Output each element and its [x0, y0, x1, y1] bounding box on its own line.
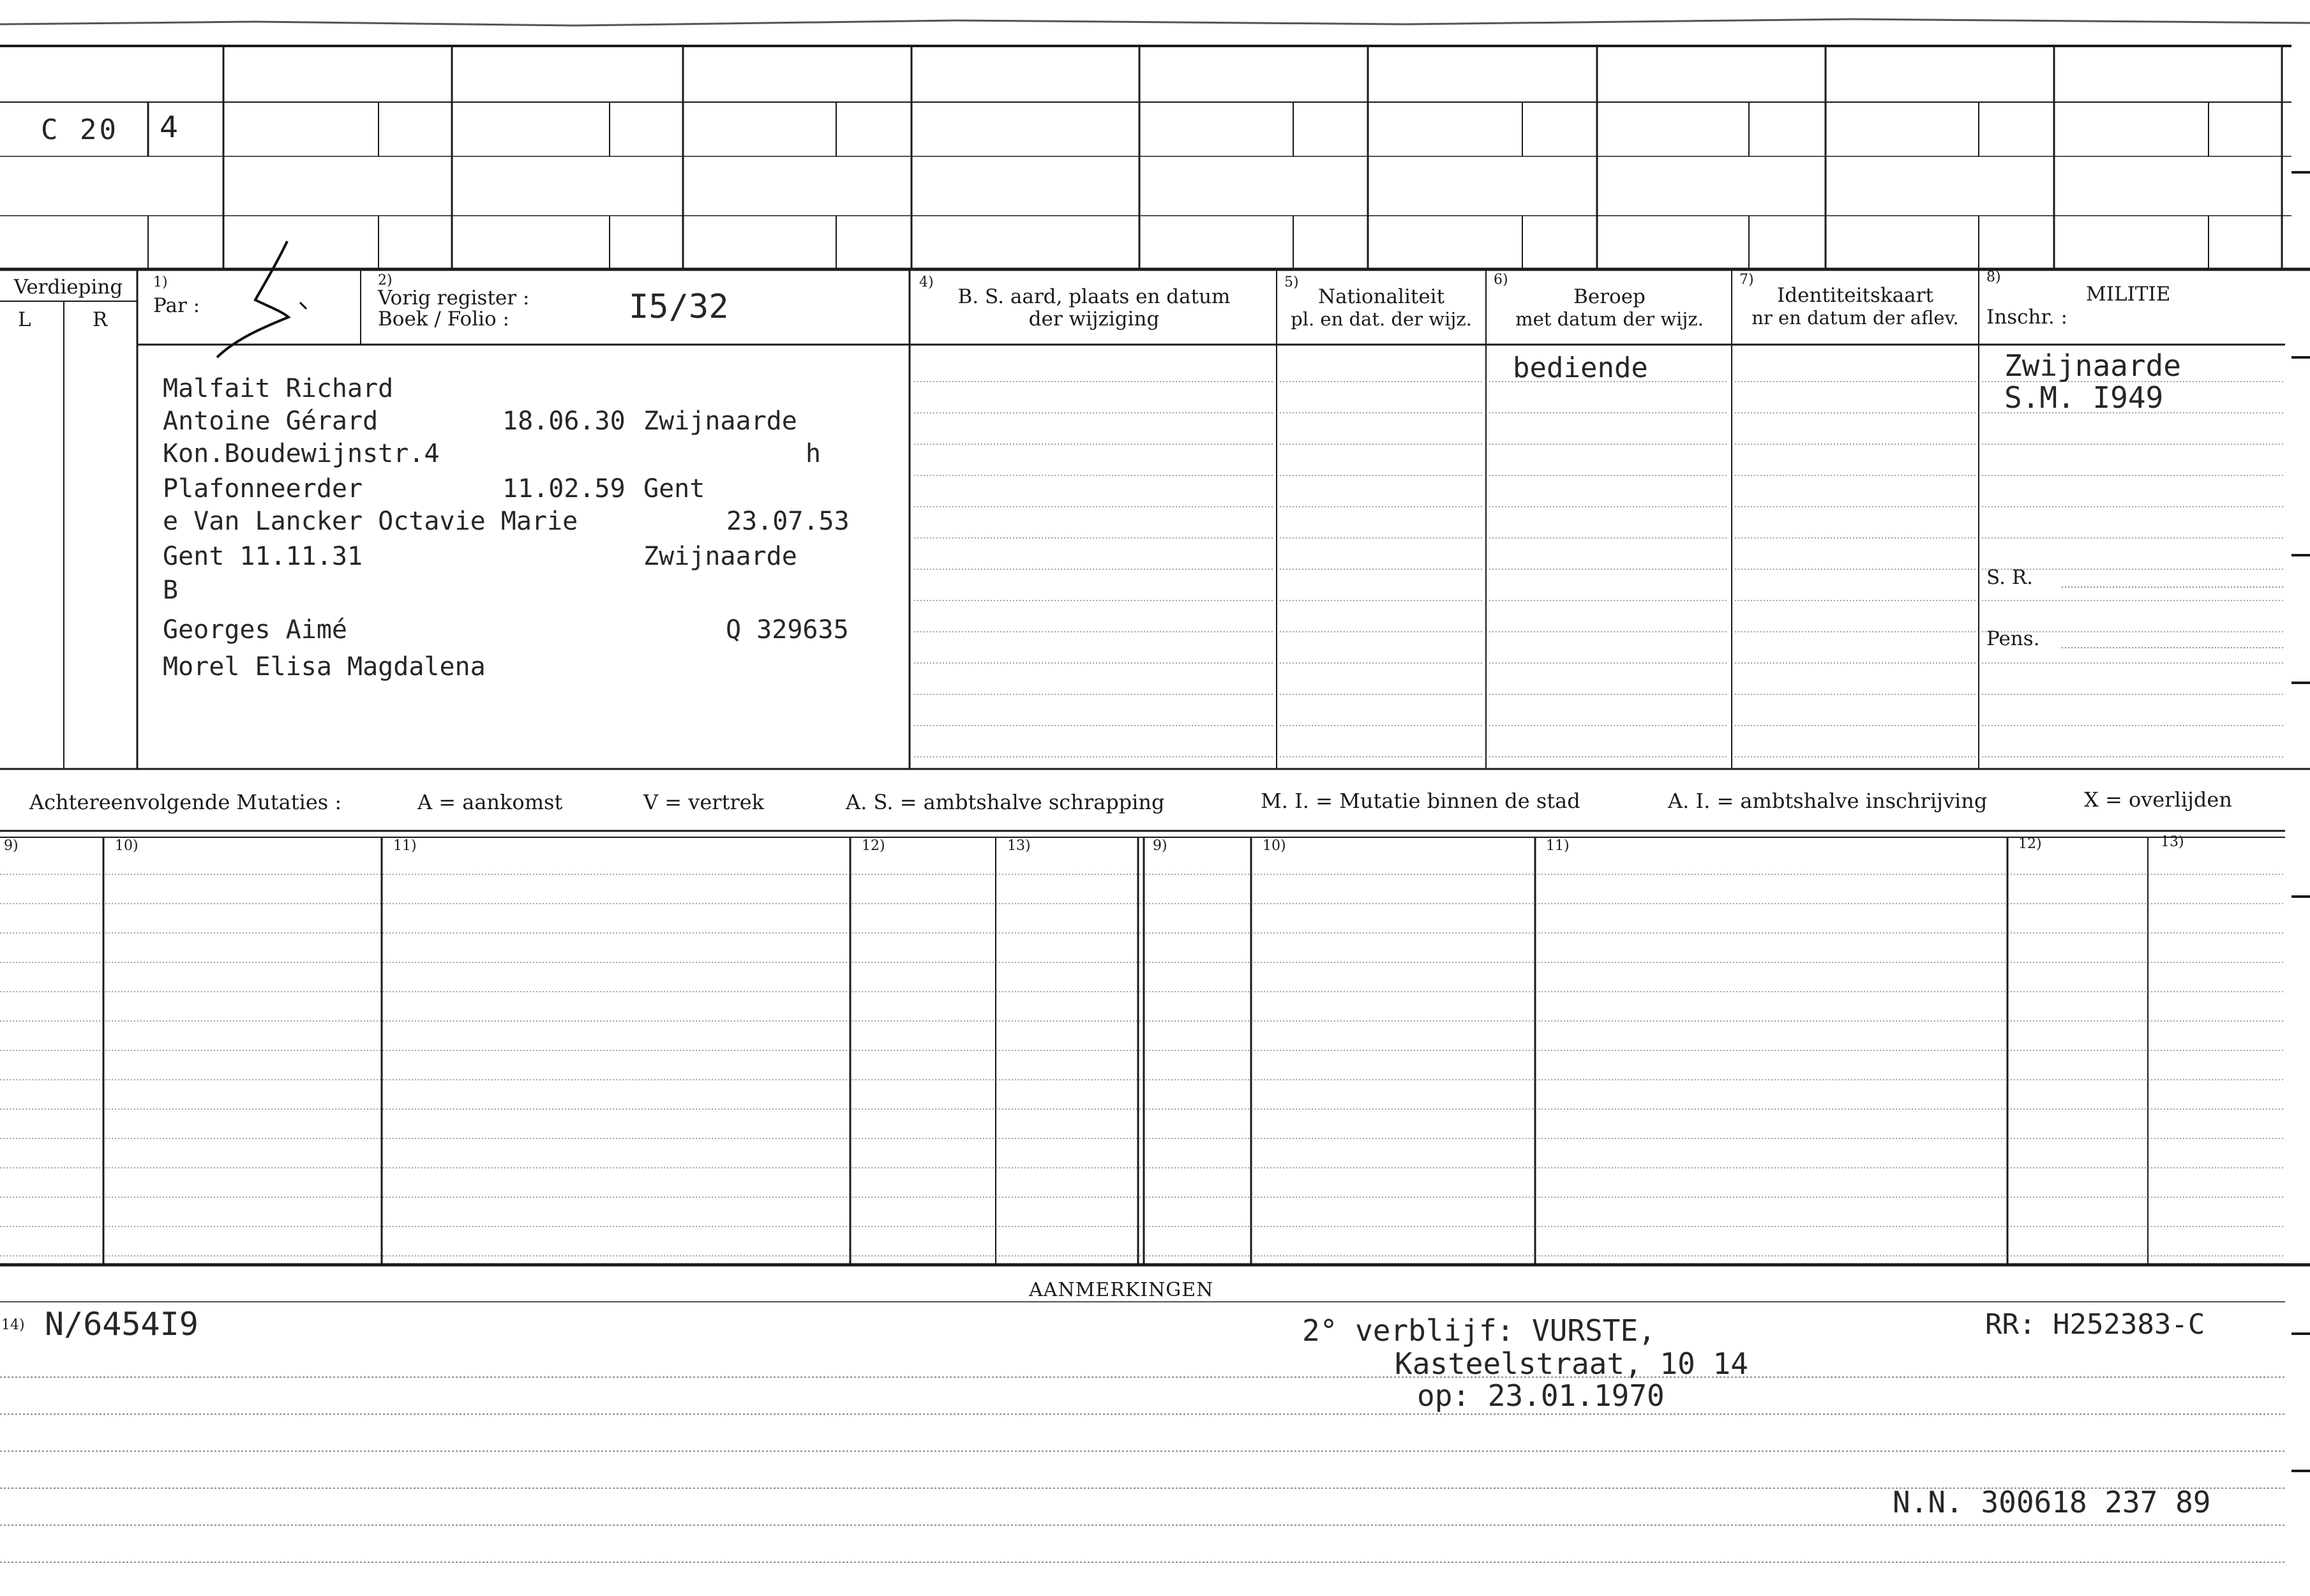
aanmerkingen-ref: N/6454I9 — [45, 1306, 199, 1343]
col-num-9a: 9) — [4, 838, 19, 854]
bs-num: 4) — [919, 274, 934, 290]
code-number: 4 — [160, 110, 179, 144]
col-num-11a: 11) — [393, 838, 417, 854]
person-line-2-c: Zwijnaarde — [643, 406, 797, 436]
militie-sr-label: S. R. — [1986, 566, 2034, 589]
nat-line1: Nationaliteit — [1317, 285, 1445, 308]
militie-num: 8) — [1986, 269, 2001, 285]
verdieping-label: Verdieping — [13, 276, 123, 299]
person-line-5-a: e Van Lancker Octavie Marie — [163, 507, 578, 536]
militie-class: S.M. I949 — [2004, 380, 2164, 415]
verblijf-line3: op: 23.01.1970 — [1417, 1378, 1665, 1413]
col-num-12a: 12) — [862, 838, 885, 854]
verdieping-l: L — [18, 308, 31, 331]
par-num: 1) — [153, 274, 168, 290]
vorig-label1: Vorig register : — [378, 287, 530, 310]
col-num-9b: 9) — [1153, 838, 1167, 854]
person-line-3-c: h — [806, 439, 821, 468]
id-line2: nr en datum der aflev. — [1751, 307, 1959, 329]
par-signature-stroke — [217, 241, 289, 357]
person-line-8-a: Georges Aimé — [163, 615, 347, 645]
vorig-value: I5/32 — [629, 288, 729, 326]
col-num-13b: 13) — [2161, 834, 2184, 850]
bs-line1: B. S. aard, plaats en datum — [957, 285, 1231, 308]
nn-number: N.N. 300618 237 89 — [1893, 1485, 2211, 1519]
person-line-4-b: 11.02.59 — [502, 474, 626, 503]
rr-number: RR: H252383-C — [1985, 1308, 2205, 1341]
militie-inschr-label: Inschr. : — [1986, 306, 2068, 329]
beroep-line2: met datum der wijz. — [1515, 308, 1704, 330]
person-line-9-a: Morel Elisa Magdalena — [163, 652, 486, 682]
aanmerkingen-title: AANMERKINGEN — [1029, 1279, 1214, 1301]
code-prefix: C 20 — [41, 114, 119, 146]
beroep-line1: Beroep — [1573, 285, 1646, 308]
verblijf-line1: 2° verblijf: VURSTE, — [1302, 1313, 1656, 1348]
person-line-8-c: Q 329635 — [726, 615, 849, 645]
person-line-7-a: B — [163, 576, 179, 605]
id-num: 7) — [1739, 272, 1754, 288]
person-line-5-c: 23.07.53 — [726, 507, 850, 536]
col-num-10b: 10) — [1263, 838, 1286, 854]
person-line-1-a: Malfait Richard — [163, 374, 394, 403]
militie-place: Zwijnaarde — [2004, 348, 2181, 383]
par-label: Par : — [153, 294, 200, 317]
vorig-label2: Boek / Folio : — [378, 308, 509, 331]
aanmerkingen-num: 14) — [1, 1317, 25, 1333]
bs-line2: der wijziging — [1028, 308, 1160, 331]
mutatie-code-mi: M. I. = Mutatie binnen de stad — [1261, 789, 1580, 813]
person-line-6-c: Zwijnaarde — [643, 542, 797, 571]
beroep-num: 6) — [1494, 272, 1508, 288]
person-line-4-c: Gent — [643, 474, 705, 503]
militie-pens-label: Pens. — [1986, 627, 2040, 650]
col-num-10a: 10) — [115, 838, 139, 854]
militie-title: MILITIE — [2086, 283, 2171, 306]
verblijf-line2: Kasteelstraat, 10 14 — [1395, 1346, 1748, 1381]
person-line-4-a: Plafonneerder — [163, 474, 363, 503]
nat-num: 5) — [1284, 274, 1299, 290]
col-num-11b: 11) — [1546, 838, 1570, 854]
mutaties-label: Achtereenvolgende Mutaties : — [29, 790, 342, 814]
vorig-num: 2) — [378, 272, 393, 288]
col-num-13a: 13) — [1007, 838, 1031, 854]
mutatie-code-a: A = aankomst — [417, 790, 563, 814]
mutatie-code-as: A. S. = ambtshalve schrapping — [846, 790, 1165, 814]
person-line-3-a: Kon.Boudewijnstr.4 — [163, 439, 440, 468]
person-line-2-b: 18.06.30 — [502, 406, 626, 436]
person-line-6-a: Gent 11.11.31 — [163, 542, 363, 571]
person-line-2-a: Antoine Gérard — [163, 406, 379, 436]
col-num-12b: 12) — [2018, 836, 2042, 852]
nat-line2: pl. en dat. der wijz. — [1291, 308, 1472, 330]
mutatie-code-x: X = overlijden — [2084, 787, 2232, 812]
id-line1: Identiteitskaart — [1777, 284, 1933, 307]
verdieping-r: R — [93, 308, 108, 331]
mutatie-code-v: V = vertrek — [643, 790, 765, 814]
mutatie-code-ai: A. I. = ambtshalve inschrijving — [1668, 789, 1988, 813]
beroep-value: bediende — [1513, 352, 1648, 384]
